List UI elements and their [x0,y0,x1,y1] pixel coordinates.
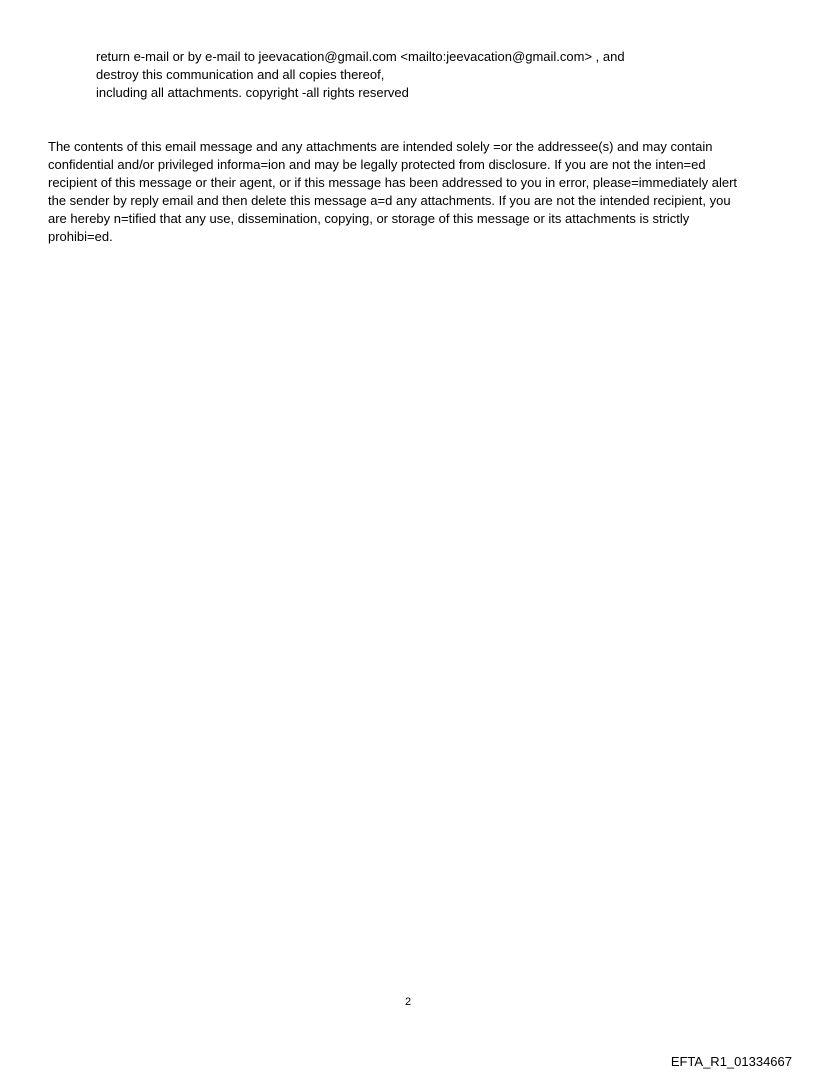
email-tail-line: destroy this communication and all copies thereof, [96,67,385,82]
email-tail-line: return e-mail or by e-mail to jeevacation@gmail.com <mailto:jeevacation@gmail.com> , and [96,49,625,64]
document-id: EFTA_R1_01334667 [670,1054,792,1069]
disclaimer-line: are hereby n=tified that any use, dissemination, copying, or storage of this message or its attachments is strictly [48,211,690,226]
page-number: 2 [404,996,412,1008]
confidentiality-disclaimer [48,138,788,246]
disclaimer-line: The contents of this email message and any attachments are intended solely =or the addressee(s) and may contain [48,139,713,154]
disclaimer-line: confidential and/or privileged informa=ion and may be legally protected from disclosure. If you are not the inten=ed [48,157,706,172]
email-tail-line: including all attachments. copyright -all rights reserved [96,85,409,100]
email-tail-block [96,48,796,102]
disclaimer-line: the sender by reply email and then delete this message a=d any attachments. If you are not the intended recipient, you [48,193,731,208]
disclaimer-line: recipient of this message or their agent, or if this message has been addressed to you in error, please=immediately alert [48,175,738,190]
disclaimer-line: prohibi=ed. [48,229,113,244]
